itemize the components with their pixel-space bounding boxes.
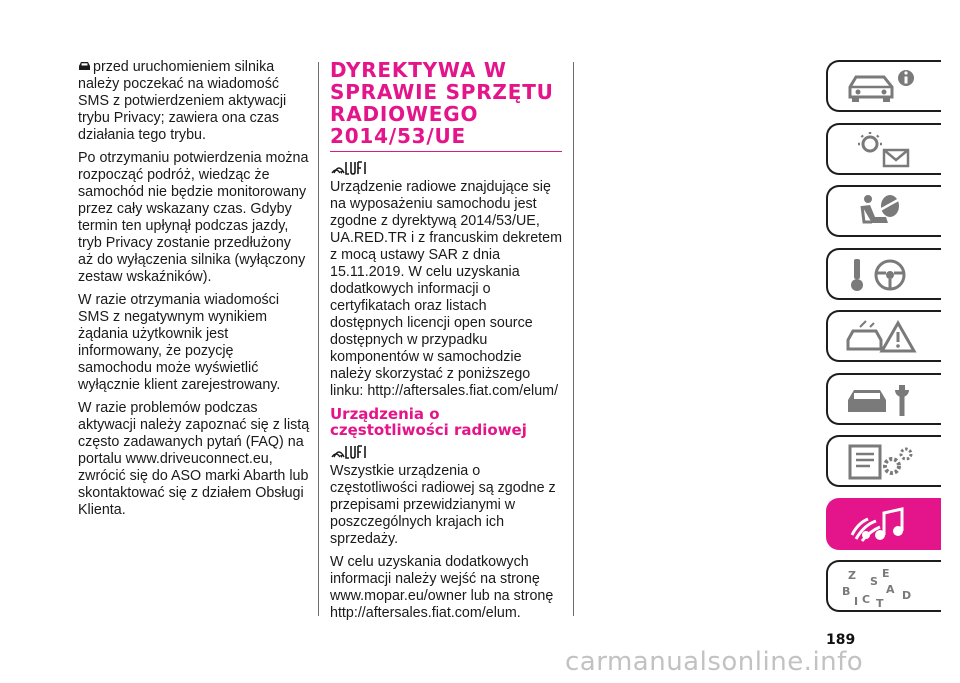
- warning-lights-message-icon: [840, 130, 930, 170]
- multimedia-music-icon: [840, 505, 930, 545]
- tab-multimedia[interactable]: [826, 498, 941, 550]
- car-bullet-icon: [78, 61, 91, 71]
- page-number: 189: [826, 632, 856, 648]
- paragraph-privacy-sms: przed uruchomieniem silnika należy poczekać na wiadomość SMS z potwierdzeniem aktywacji trybu Privacy; zawiera ona czas działania tego trybu.: [78, 59, 287, 143]
- index-letter: T: [876, 597, 884, 607]
- right-text-column: [330, 59, 562, 628]
- tab-maintenance[interactable]: [826, 373, 941, 425]
- paragraph-more-information: W celu uzyskania dodatkowych informacji należy wejść na stronę www.mopar.eu/owner lub na stronę http://aftersales.fiat.com/elum.: [330, 554, 554, 621]
- paragraph-activation-problems: W razie problemów podczas aktywacji należy zapoznać się z listą często zadawanych pytań (FAQ) na portalu www.driveuconnect.eu, zwrócić się do ASO marki Abarth lub skontaktować się z działem Obsługi Klienta.: [78, 400, 310, 518]
- chapter-tabs: [826, 60, 941, 623]
- left-text-column: [78, 59, 310, 525]
- section-heading: [330, 59, 562, 152]
- section-heading-line: SPRAWIE SPRZĘTU: [330, 80, 554, 104]
- specifications-gears-icon: [840, 442, 930, 482]
- index-letter: D: [902, 589, 912, 602]
- subheading-line: częstotliwości radiowej: [330, 421, 527, 439]
- watermark: carmanualsonline.info: [565, 647, 864, 677]
- column-divider-left: [318, 62, 319, 616]
- tab-index[interactable]: [826, 560, 941, 612]
- column-divider-right: [573, 62, 574, 616]
- section-heading-line: 2014/53/UE: [330, 124, 467, 148]
- tab-safety[interactable]: [826, 185, 941, 237]
- car-wrench-icon: [840, 380, 930, 420]
- paragraph-radio-compliance: Wszystkie urządzenia o częstotliwości radiowej są zgodne z przepisami przewidzianymi w poszczególnych krajach ich sprzedaży.: [330, 463, 556, 547]
- radio-devices-subheading: [330, 406, 562, 438]
- tab-warning-lights[interactable]: [826, 123, 941, 175]
- index-letter: I: [854, 595, 859, 607]
- tab-starting-driving[interactable]: [826, 248, 941, 300]
- key-steering-wheel-icon: [840, 255, 930, 295]
- radio-equipment-icon: [330, 442, 372, 460]
- paragraph-negative-result: W razie otrzymania wiadomości SMS z negatywnym wynikiem żądania użytkownik jest informowany, że pozycję samochodu może wyświetlić wyłącznie klient zarejestrowany.: [78, 292, 281, 393]
- tab-car-info[interactable]: [826, 60, 941, 112]
- index-letter: C: [862, 593, 871, 606]
- index-letters-icon: [840, 567, 930, 607]
- radio-equipment-icon: [330, 158, 372, 176]
- index-letter: S: [870, 575, 878, 588]
- tab-emergency[interactable]: [826, 310, 941, 362]
- index-letter: E: [882, 567, 890, 580]
- section-heading-line: RADIOWEGO: [330, 102, 479, 126]
- index-letter: Z: [848, 569, 856, 582]
- section-heading-line: DYREKTYWA W: [330, 58, 507, 82]
- subheading-line: Urządzenia o: [330, 405, 440, 423]
- seat-airbag-icon: [840, 192, 930, 232]
- tab-technical-data[interactable]: [826, 435, 941, 487]
- car-info-icon: [840, 67, 930, 107]
- paragraph-directive-compliance: Urządzenie radiowe znajdujące się na wyposażeniu samochodu jest zgodne z dyrektywą 2014/53/UE, UA.RED.TR i z francuskim dekretem z mocą ustawy SAR z dnia 15.11.2019. W celu uzyskania dodatkowych informacji o certyfikatach oraz listach dostępnych licencji open source dostępnych w przypadku komponentów w samochodzie należy skorzystać z poniższego linku: http://aftersales.fiat.com/elum/: [330, 179, 562, 399]
- warning-triangle-car-icon: [840, 317, 930, 357]
- paragraph-confirmation: Po otrzymaniu potwierdzenia można rozpocząć podróż, wiedząc że samochód nie będzie monitorowany przez cały wskazany czas. Gdyby termin ten upłynął podczas jazdy, tryb Privacy zostanie przedłużony aż do wyłączenia silnika (wyłączony zestaw wskaźników).: [78, 150, 309, 285]
- index-letter: B: [842, 585, 851, 598]
- index-letter: A: [886, 583, 895, 596]
